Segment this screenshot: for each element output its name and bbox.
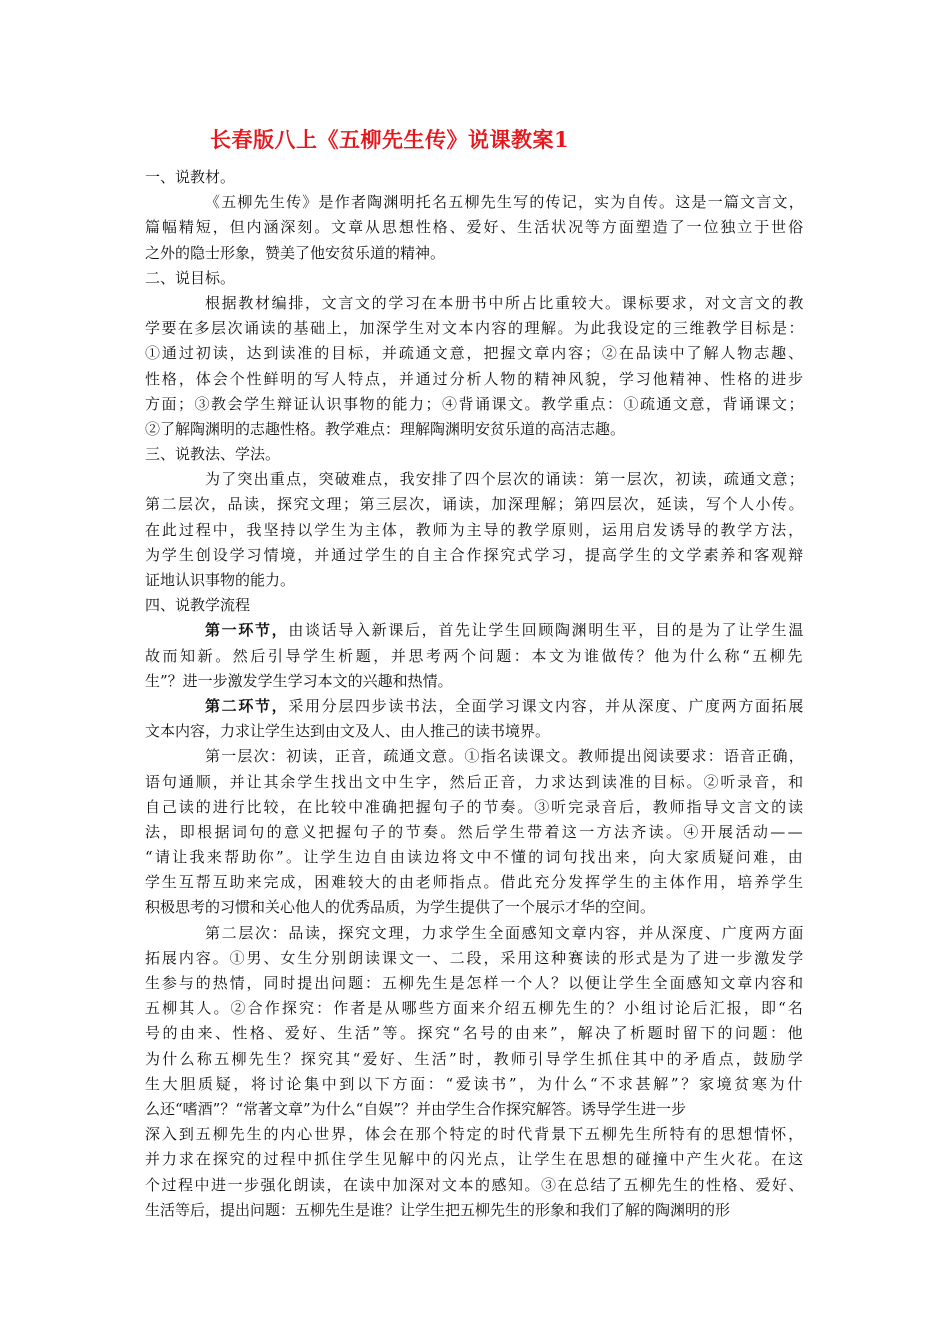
paragraph-line: 法，即根据词句的意义把握句子的节奏。然后学生带着这一方法齐读。④开展活动—— <box>145 822 805 841</box>
paragraph-line: 文本内容，力求让学生达到由文及人、由人推己的读书境界。 <box>145 722 551 741</box>
paragraph-line: 学要在多层次诵读的基础上，加深学生对文本内容的理解。为此我设定的三维教学目标是： <box>145 319 805 338</box>
section-heading: 二、说目标。 <box>145 268 236 287</box>
paragraph-line: 篇幅精短，但内涵深刻。文章从思想性格、爱好、生活状况等方面塑造了一位独立于世俗 <box>145 218 805 237</box>
paragraph-line: 为了突出重点，突破难点，我安排了四个层次的诵读：第一层次，初读，疏通文意； <box>205 470 805 489</box>
paragraph-line: 深入到五柳先生的内心世界，体会在那个特定的时代背景下五柳先生所特有的思想情怀， <box>145 1125 805 1144</box>
paragraph-line: 性格，体会个性鲜明的写人特点，并通过分析人物的精神风貌，学习他精神、性格的进步 <box>145 369 805 388</box>
section-heading: 三、说教法、学法。 <box>145 445 281 464</box>
paragraph-line: 方面；③教会学生辩证认识事物的能力；④背诵课文。教学重点：①疏通文意，背诵课文； <box>145 394 805 413</box>
paragraph-line: “请让我来帮助你”。让学生边自由读边将文中不懂的词句找出来，向大家质疑问难，由 <box>145 848 805 867</box>
paragraph-line: ①通过初读，达到读准的目标，并疏通文意，把握文章内容；②在品读中了解人物志趣、 <box>145 344 805 363</box>
paragraph-line: 第一层次：初读，正音，疏通文意。①指名读课文。教师提出阅读要求：语音正确， <box>205 747 805 766</box>
paragraph-line: 五柳其人。②合作探究：作者是从哪些方面来介绍五柳先生的？小组讨论后汇报，即“名 <box>145 999 805 1018</box>
paragraph-line: 生参与的热情，同时提出问题：五柳先生是怎样一个人？以便让学生全面感知文章内容和 <box>145 974 805 992</box>
document-title: 长春版八上《五柳先生传》说课教案1 <box>210 127 570 152</box>
paragraph-line: 生活等后，提出问题：五柳先生是谁？让学生把五柳先生的形象和我们了解的陶渊明的形 <box>145 1200 731 1219</box>
paragraph-line: 拓展内容。①男、女生分别朗读课文一、二段，采用这种赛读的形式是为了进一步激发学 <box>145 948 805 967</box>
paragraph-line: 号的由来、性格、爱好、生活”等。探究“名号的由来”，解决了析题时留下的问题：他 <box>145 1024 805 1043</box>
paragraph-text: 由谈话导入新课后，首先让学生回顾陶渊明生平，目的是为了让学生温 <box>288 621 805 640</box>
paragraph-line <box>145 618 805 643</box>
section-heading: 一、说教材。 <box>145 168 236 186</box>
paragraph-line <box>145 694 805 719</box>
paragraph-line: 为学生创设学习情境，并通过学生的自主合作探究式学习，提高学生的文学素养和客观辩 <box>145 545 805 564</box>
paragraph-line: 在此过程中，我坚持以学生为主体，教师为主导的教学原则，运用启发诱导的教学方法， <box>145 520 805 539</box>
document-body <box>145 165 805 1223</box>
paragraph-line: 证地认识事物的能力。 <box>145 571 296 589</box>
paragraph-line: 么还“嗜酒”？“常著文章”为什么“自娱”？并由学生合作探究解答。诱导学生进一步 <box>145 1099 687 1118</box>
paragraph-line: 语句通顺，并让其余学生找出文中生字，然后正音，力求达到读准的目标。②听录音，和 <box>145 772 805 791</box>
paragraph-line: 第二层次，品读，探究文理；第三层次，诵读，加深理解；第四层次，延读，写个人小传。 <box>145 495 805 514</box>
paragraph-line: 《五柳先生传》是作者陶渊明托名五柳先生写的传记，实为自传。这是一篇文言文， <box>205 193 805 212</box>
paragraph-line: 生”？进一步激发学生学习本文的兴趣和热情。 <box>145 671 453 690</box>
paragraph-line: 为什么称五柳先生？探究其“爱好、生活”时，教师引导学生抓住其中的矛盾点，鼓励学 <box>145 1049 805 1068</box>
paragraph-line: 第二层次：品读，探究文理，力求学生全面感知文章内容，并从深度、广度两方面 <box>205 923 805 942</box>
paragraph-line: 自己读的进行比较，在比较中准确把握句子的节奏。③听完录音后，教师指导文言文的读 <box>145 797 805 816</box>
paragraph-line: 之外的隐士形象，赞美了他安贫乐道的精神。 <box>145 243 446 262</box>
section-heading: 四、说教学流程 <box>145 596 251 615</box>
paragraph-line: 根据教材编排，文言文的学习在本册书中所占比重较大。课标要求，对文言文的教 <box>205 293 805 312</box>
paragraph-line: 积极思考的习惯和关心他人的优秀品质，为学生提供了一个展示才华的空间。 <box>145 898 656 917</box>
step-two-lead: 第二环节， <box>205 696 289 715</box>
paragraph-text: 采用分层四步读书法，全面学习课文内容，并从深度、广度两方面拓展 <box>288 696 805 715</box>
paragraph-line: 个过程中进一步强化朗读，在读中加深对文本的感知。③在总结了五柳先生的性格、爱好、 <box>145 1175 805 1194</box>
paragraph-line: 故而知新。然后引导学生析题，并思考两个问题：本文为谁做传？他为什么称“五柳先 <box>145 646 805 665</box>
paragraph-line: ②了解陶渊明的志趣性格。教学难点：理解陶渊明安贫乐道的高洁志趣。 <box>145 419 626 438</box>
paragraph-line: 学生互帮互助来完成，困难较大的由老师指点。借此充分发挥学生的主体作用，培养学生 <box>145 873 805 892</box>
step-one-lead: 第一环节， <box>205 621 289 640</box>
paragraph-line: 生大胆质疑，将讨论集中到以下方面：“爱读书”，为什么“不求甚解”？家境贫寒为什 <box>145 1074 805 1093</box>
paragraph-line: 并力求在探究的过程中抓住学生见解中的闪光点，让学生在思想的碰撞中产生火花。在这 <box>145 1150 805 1169</box>
